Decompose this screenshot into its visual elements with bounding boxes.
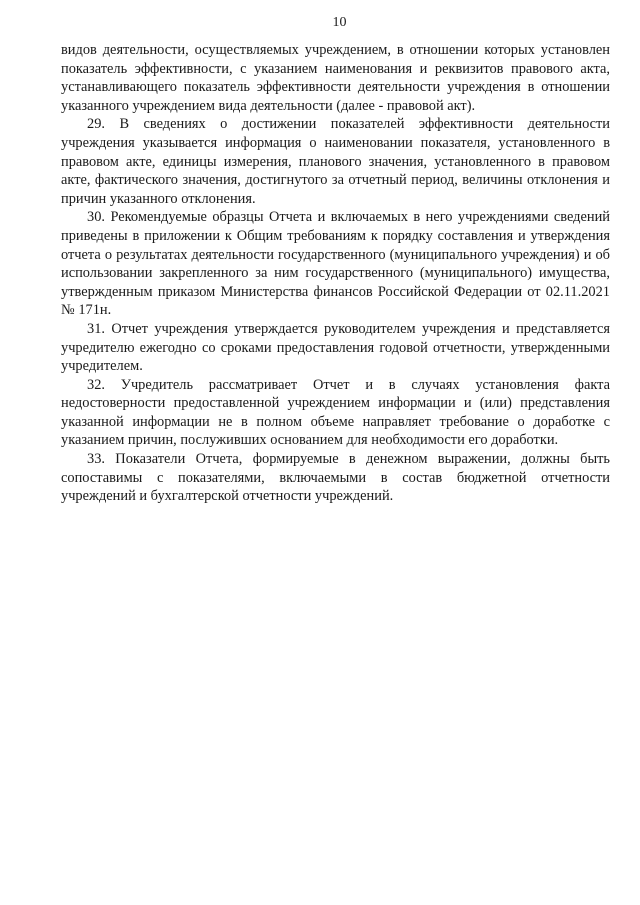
paragraph-31: 31. Отчет учреждения утверждается руководителем учреждения и представляется учредителю ежегодно со сроками предоставления годовой отчетности, утвержденными учредителем. bbox=[61, 320, 610, 375]
page-number: 10 bbox=[332, 15, 347, 30]
paragraph-29: 29. В сведениях о достижении показателей эффективности деятельности учреждения указывается информация о наименовании показателя, установленного в правовом акте, единицы измерения, планового значения, установленного в правовом акте, фактического значения, достигнутого за отчетный период, величины отклонения и причин указанного отклонения. bbox=[61, 116, 610, 207]
document-page bbox=[61, 14, 610, 506]
paragraph-32: 32. Учредитель рассматривает Отчет и в случаях установления факта недостоверности предоставленной учреждением информации и (или) представления указанной информации не в полном объеме направляет требование о доработке с указанием причин, послуживших основанием для необходимости его доработки. bbox=[61, 376, 610, 449]
paragraph-continuation: видов деятельности, осуществляемых учреждением, в отношении которых установлен показатель эффективности, с указанием наименования и реквизитов правового акта, устанавливающего показатель эффективности деятельности учреждения в отношении указанного учреждением вида деятельности (далее - правовой акт). bbox=[61, 42, 610, 114]
paragraph-30: 30. Рекомендуемые образцы Отчета и включаемых в него учреждениями сведений приведены в приложении к Общим требованиям к порядку составления и утверждения отчета о результатах деятельности государственного (муниципального учреждения) и об использовании закрепленного за ним государственного (муниципального) имущества, утвержденным приказом Министерства финансов Российской Федерации от 02.11.2021 № 171н. bbox=[61, 209, 610, 319]
paragraph-33: 33. Показатели Отчета, формируемые в денежном выражении, должны быть сопоставимы с показателями, включаемыми в состав бюджетной отчетности учреждений и бухгалтерской отчетности учреждений. bbox=[61, 451, 610, 505]
